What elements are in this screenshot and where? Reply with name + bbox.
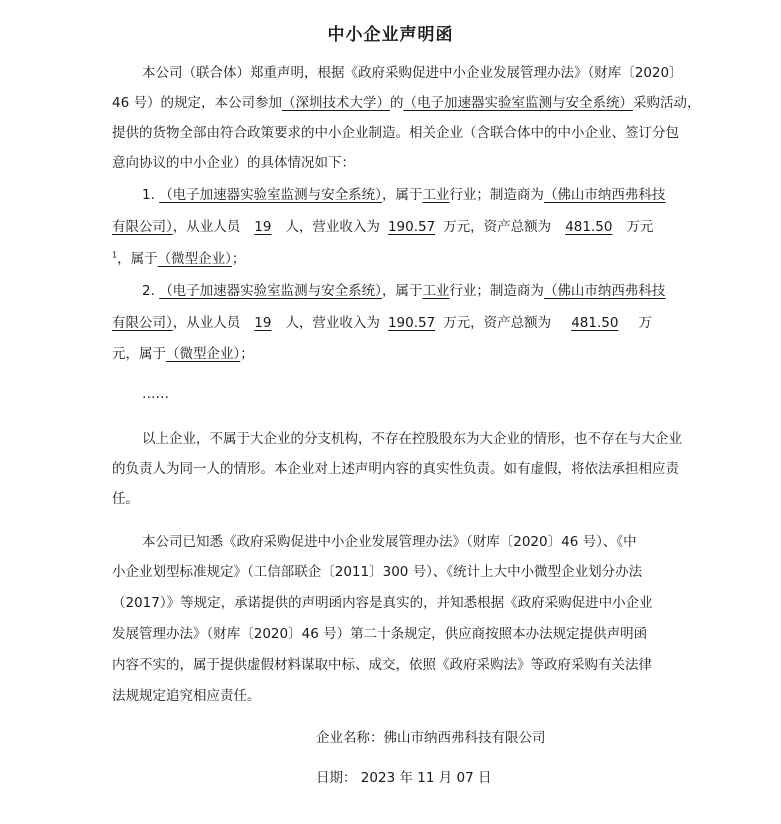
product-name: （电子加速器实验室监测与安全系统） [159,187,382,203]
item1-line-3 [112,249,245,269]
item-text: 元，属于 [112,346,166,362]
intro-text: 采购活动， [632,95,701,111]
manufacturer: 有限公司） [112,315,173,331]
para2-line-3: 任。 [112,491,139,507]
item-text: 行业；制造商为 [449,283,544,299]
item-text: 万元，资产总额为 [443,219,552,235]
revenue: 190.57 [387,219,436,235]
para3-line-6: 法规规定追究相应责任。 [112,688,261,704]
manufacturer: （佛山市纳西弗科技 [543,187,666,203]
staff-count: 19 [254,219,272,235]
intro-line-2 [112,93,700,113]
company-label: 企业名称： [316,730,384,746]
para3-line-2: 小企业划型标准规定》（工信部联企〔2011〕300 号）、《统计上大中小微型企业划分办法 [112,564,643,580]
date-line [316,768,491,788]
para3-line-4: 发展管理办法》（财库〔2020〕46 号）第二十条规定，供应商按照本办法规定提供声明函 [112,626,648,642]
enterprise-type: （微型企业） [166,346,241,362]
intro-line-4 [112,153,355,173]
product-name: （电子加速器实验室监测与安全系统） [159,283,382,299]
total-assets: 481.50 [565,219,613,235]
item-text: ，从业人员 [172,219,241,235]
manufacturer: （佛山市纳西弗科技 [543,283,666,299]
intro-text: 提供的货物全部由符合政策要求的中小企业制造。相关企业（含联合体中的中小企业、签订分包 [112,125,679,141]
item-number: 2. [142,283,155,299]
item-text: 万 [638,315,652,331]
item-text: ，从业人员 [172,315,241,331]
intro-text: 46 号）的规定，本公司参加 [112,95,282,111]
item-text: ，属于 [381,283,423,299]
item-number: 1. [142,187,155,203]
manufacturer: 有限公司） [112,219,173,235]
item2-line-3 [112,344,254,364]
company-name: 佛山市纳西弗科技有限公司 [383,730,546,746]
total-assets: 481.50 [571,315,619,331]
company-signature [316,728,546,748]
intro-text: 意向协议的中小企业）的具体情况如下： [112,155,355,171]
date-value: 2023 年 11 月 07 日 [360,770,492,786]
enterprise-type: （微型企业） [157,251,232,267]
para3-line-3: （2017）》等规定，承诺提供的声明函内容是真实的，并知悉根据《政府采购促进中小企业 [112,595,653,611]
item-text: ； [240,346,254,362]
footnote-marker: 1 [112,250,118,260]
para3-line-1: 本公司已知悉《政府采购促进中小企业发展管理办法》（财库〔2020〕46 号）、《中 [142,534,637,550]
item-text: 人，营业收入为 [285,315,380,331]
para2-line-1: 以上企业，不属于大企业的分支机构，不存在控股股东为大企业的情形，也不存在与大企业 [142,431,682,447]
industry: 工业 [422,187,450,203]
para3-line-5: 内容不实的，属于提供虚假材料谋取中标、成交，依照《政府采购法》等政府采购有关法律 [112,657,652,673]
item1-line-1 [142,185,665,205]
intro-text: 本公司（联合体）郑重声明，根据《政府采购促进中小企业发展管理办法》（财库〔2020〕 [142,65,683,81]
item-text: ，属于 [381,187,423,203]
item-text: ； [231,251,246,267]
ellipsis: …… [142,386,169,402]
intro-line-1 [142,63,683,83]
revenue: 190.57 [387,315,436,331]
buyer-name: （深圳技术大学） [281,95,390,111]
intro-text: 的 [389,95,404,111]
industry: 工业 [422,283,450,299]
page-title: 中小企业声明函 [327,25,454,45]
item-text: ，属于 [117,251,158,267]
staff-count: 19 [254,315,272,331]
project-name: （电子加速器实验室监测与安全系统） [403,95,633,111]
item-text: 人，营业收入为 [285,219,380,235]
intro-line-3 [112,123,679,143]
para2-line-2: 的负责人为同一人的情形。本企业对上述声明内容的真实性负责。如有虚假，将依法承担相应责 [112,461,679,477]
item-text: 万元 [626,219,654,235]
item-text: 万元，资产总额为 [443,315,552,331]
item-text: 行业；制造商为 [449,187,544,203]
item2-line-2 [112,313,652,333]
date-label: 日期： [316,770,357,786]
item2-line-1 [142,281,665,301]
item1-line-2 [112,217,653,237]
